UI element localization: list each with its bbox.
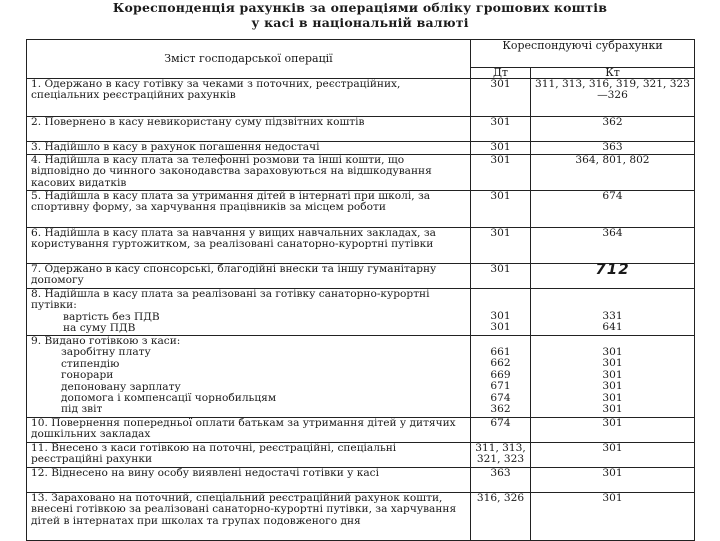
sub-item: заробітну плату <box>61 346 151 359</box>
table-row <box>27 468 695 493</box>
debit-value: 301 <box>490 321 511 334</box>
debit-account <box>471 336 531 418</box>
credit-account: 362 <box>531 117 695 142</box>
table-row <box>27 443 695 468</box>
operation-text: 13. Зараховано на поточний, спеціальний реєстраційний рахунок кошти, внесені готівкою за реалізовані санаторно-курортні путівки, за харчування дітей в інтернатах при школах та групах подовженого дня <box>27 493 471 541</box>
header-corr-accounts: Кореспондуючі субрахунки <box>471 40 695 68</box>
operation-text: 1. Одержано в касу готівку за чеками з поточних, реєстраційних, спеціальних реєстраційних рахунків <box>27 79 471 117</box>
credit-account <box>531 289 695 336</box>
debit-value: 301 <box>490 310 511 322</box>
operation-text: 4. Надійшла в касу плата за телефонні розмови та інші кошти, що відповідно до чинного законодавства зараховуються на відшкодування касових видатків <box>27 155 471 191</box>
debit-account: 674 <box>471 418 531 443</box>
debit-account <box>471 289 531 336</box>
table-row <box>27 336 695 418</box>
credit-value: 301 <box>602 368 623 381</box>
debit-account: 316, 326 <box>471 493 531 541</box>
title-line-1: Кореспонденція рахунків за операціями обліку грошових коштів <box>112 0 608 15</box>
debit-value: 674 <box>490 391 511 404</box>
credit-account: 674 <box>531 191 695 228</box>
debit-account: 301 <box>471 191 531 228</box>
table-row <box>27 228 695 264</box>
table-row <box>27 79 695 117</box>
operation-text: 7. Одержано в касу спонсорські, благодійні внески та іншу гуманітарну допомогу <box>27 264 471 289</box>
debit-account: 363 <box>471 468 531 493</box>
operation-text: 3. Надійшло в касу в рахунок погашення недостачі <box>27 142 471 155</box>
credit-account: 301 <box>531 493 695 541</box>
table-row <box>27 493 695 541</box>
correspondence-table <box>26 39 695 541</box>
credit-value: 301 <box>602 391 623 404</box>
operation-text <box>27 289 471 336</box>
debit-account: 311, 313, 321, 323 <box>471 443 531 468</box>
debit-account: 301 <box>471 142 531 155</box>
debit-account: 301 <box>471 79 531 117</box>
credit-value: 301 <box>602 357 623 370</box>
debit-value: 671 <box>490 380 511 393</box>
credit-value: 641 <box>602 321 623 334</box>
debit-value: 661 <box>490 346 511 358</box>
header-credit: Кт <box>531 68 695 79</box>
table-row <box>27 117 695 142</box>
debit-account: 301 <box>471 264 531 289</box>
debit-account: 301 <box>471 117 531 142</box>
credit-value: 331 <box>602 310 623 322</box>
table-row <box>27 264 695 289</box>
table-row <box>27 155 695 191</box>
sub-item: допомога і компенсації чорнобильцям <box>61 392 277 405</box>
debit-value: 362 <box>490 403 511 416</box>
credit-value: 301 <box>602 346 623 358</box>
operation-text: 2. Повернено в касу невикористану суму підзвітних коштів <box>27 117 471 142</box>
debit-account: 301 <box>471 155 531 191</box>
credit-account: 363 <box>531 142 695 155</box>
header-debit: Дт <box>471 68 531 79</box>
credit-value: 301 <box>602 380 623 393</box>
credit-account <box>531 260 695 289</box>
title-line-2: у касі в національній валюті <box>251 15 469 30</box>
debit-account: 301 <box>471 228 531 264</box>
operation-heading: 8. Надійшла в касу плата за реалізовані за готівку санаторно-курортні путівки: <box>31 288 430 312</box>
operation-heading: 9. Видано готівкою з каси: <box>31 335 181 347</box>
debit-value: 669 <box>490 368 511 381</box>
sub-item: депоновану зарплату <box>61 380 181 393</box>
credit-account: 311, 313, 316, 319, 321, 323—326 <box>531 79 695 117</box>
table-row <box>27 418 695 443</box>
operation-text: 11. Внесено з каси готівкою на поточні, реєстраційні, спеціальні реєстраційні рахунки <box>27 443 471 468</box>
operation-text <box>27 336 471 418</box>
credit-account: 364, 801, 802 <box>531 155 695 191</box>
debit-value: 662 <box>490 357 511 370</box>
table-row <box>27 142 695 155</box>
sub-item: гонорари <box>61 369 114 382</box>
credit-account: 301 <box>531 418 695 443</box>
credit-account: 301 <box>531 468 695 493</box>
document-title <box>0 0 720 30</box>
operation-text: 6. Надійшла в касу плата за навчання у вищих навчальних закладах, за користування гуртожитком, за реалізовані санаторно-курортні путівки <box>27 228 471 264</box>
sub-item: під звіт <box>61 403 103 416</box>
sub-item: на суму ПДВ <box>63 322 136 335</box>
credit-account: 301 <box>531 443 695 468</box>
handwritten-credit-account: 712 <box>595 260 630 278</box>
credit-account <box>531 336 695 418</box>
header-content: Зміст господарської операції <box>27 40 471 79</box>
table-row <box>27 289 695 336</box>
credit-value: 301 <box>602 403 623 416</box>
credit-account: 364 <box>531 228 695 264</box>
operation-text: 10. Повернення попередньої оплати батькам за утримання дітей у дитячих дошкільних закладах <box>27 418 471 443</box>
operation-text: 12. Віднесено на вину особу виявлені недостачі готівки у касі <box>27 468 471 493</box>
table-row <box>27 191 695 228</box>
operation-text: 5. Надійшла в касу плата за утримання дітей в інтернаті при школі, за спортивну форму, за харчування працівників за місцем роботи <box>27 191 471 228</box>
sub-item: стипендію <box>61 357 120 370</box>
sub-item: вартість без ПДВ <box>63 310 160 323</box>
